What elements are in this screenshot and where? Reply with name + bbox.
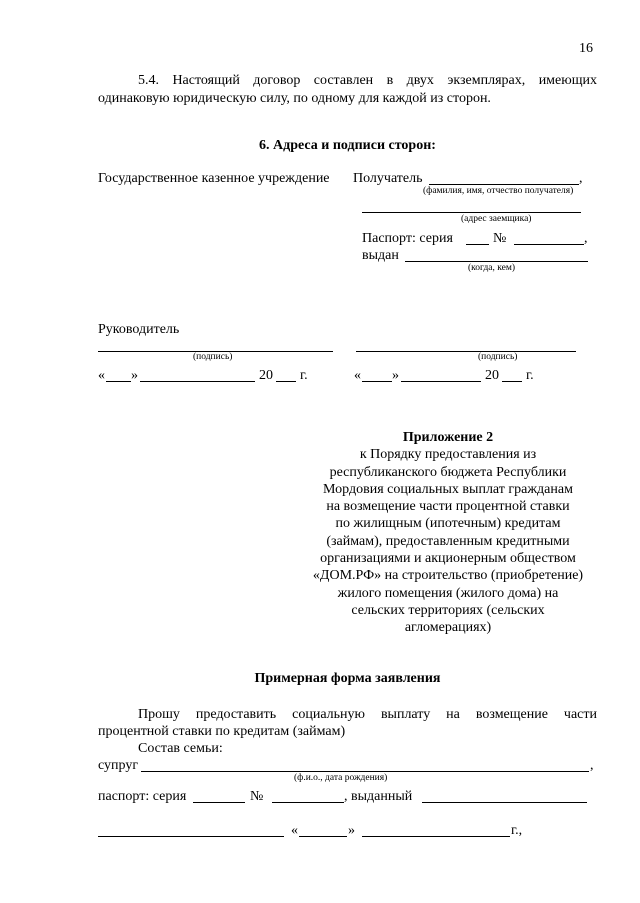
appendix-line: сельских территориях (сельских [351,602,545,618]
date-left-year-underline [276,381,296,382]
recipient-name-caption: (фамилия, имя, отчество получателя) [423,186,574,196]
signature-left-caption: (подпись) [193,352,233,362]
form-request-line2: процентной ставки по кредитам (займам) [98,724,346,739]
form-passport-label: паспорт: серия [98,789,187,804]
date-right-year-underline [502,381,522,382]
form-issuer-underline [98,836,284,837]
recipient-label: Получатель [353,171,423,186]
form-spouse-trail: , [590,758,594,773]
appendix-line: республиканского бюджета Республики [329,464,567,480]
form-passport-series-underline [193,802,245,803]
form-spouse-underline [141,771,589,772]
date-left-close-quote: » [131,368,138,383]
recipient-passport-trail: , [584,231,588,246]
appendix-title: Приложение 2 [402,430,494,445]
left-party-name: Государственное казенное учреждение [98,171,330,186]
date-left-year-suffix: г. [300,368,308,383]
date-left-open-quote: « [98,368,105,383]
signature-right-caption: (подпись) [478,352,518,362]
appendix-line: по жилищным (ипотечным) кредитам [335,516,561,532]
date-left-day-underline [106,381,131,382]
form-date-close-quote: » [348,823,355,838]
form-passport-number-underline [272,802,344,803]
form-spouse-label: супруг [98,758,139,773]
page-number: 16 [579,41,593,56]
appendix-line: (займам), предоставленным кредитными [326,533,570,549]
recipient-name-trail: , [579,171,583,186]
appendix-line: агломерациях) [404,620,492,636]
appendix-line: на возмещение части процентной ставки [326,499,570,515]
date-right-month-underline [401,381,481,382]
date-right-open-quote: « [354,368,361,383]
signature-right-underline [356,351,576,352]
appendix-block [300,429,596,637]
clause-5-4-line1: 5.4. Настоящий договор составлен в двух экземплярах, имеющих [138,73,597,88]
appendix-line: жилого помещения (жилого дома) на [337,585,559,601]
recipient-passport-label: Паспорт: серия [362,231,453,246]
form-issued-label: , выданный [344,789,413,804]
recipient-passport-number-underline [514,244,584,245]
clause-5-4-line2: одинаковую юридическую силу, по одному для каждой из сторон. [98,91,491,106]
date-right-year-prefix: 20 [485,368,499,383]
appendix-line: к Порядку предоставления из [359,447,537,463]
section6-title: 6. Адреса и подписи сторон: [259,138,436,153]
form-date-day-underline [299,836,347,837]
form-request-line1: Прошу предоставить социальную выплату на возмещение части [138,707,597,722]
form-spouse-caption: (ф.и.о., дата рождения) [294,773,388,783]
recipient-issued-underline [405,261,588,262]
recipient-issued-caption: (когда, кем) [468,263,516,273]
recipient-name-underline [429,184,579,185]
form-issued-underline [422,802,587,803]
recipient-passport-series-underline [466,244,489,245]
form-family-label: Состав семьи: [138,741,223,756]
form-date-open-quote: « [291,823,298,838]
date-right-close-quote: » [392,368,399,383]
date-left-year-prefix: 20 [259,368,273,383]
appendix-line: «ДОМ.РФ» на строительство (приобретение) [312,568,584,584]
recipient-address-caption: (адрес заемщика) [461,214,532,224]
date-right-year-suffix: г. [526,368,534,383]
date-left-month-underline [140,381,255,382]
date-right-day-underline [362,381,392,382]
form-number-sign: № [250,789,264,804]
form-date-year-suffix: г., [511,823,523,838]
recipient-address-underline [362,212,581,213]
recipient-number-sign: № [493,231,507,246]
recipient-issued-label: выдан [362,248,399,263]
form-date-month-underline [362,836,510,837]
appendix-line: организациями и акционерным обществом [320,551,576,567]
form-title: Примерная форма заявления [254,671,441,686]
head-label: Руководитель [98,322,180,337]
appendix-line: Мордовия социальных выплат гражданам [323,481,573,497]
